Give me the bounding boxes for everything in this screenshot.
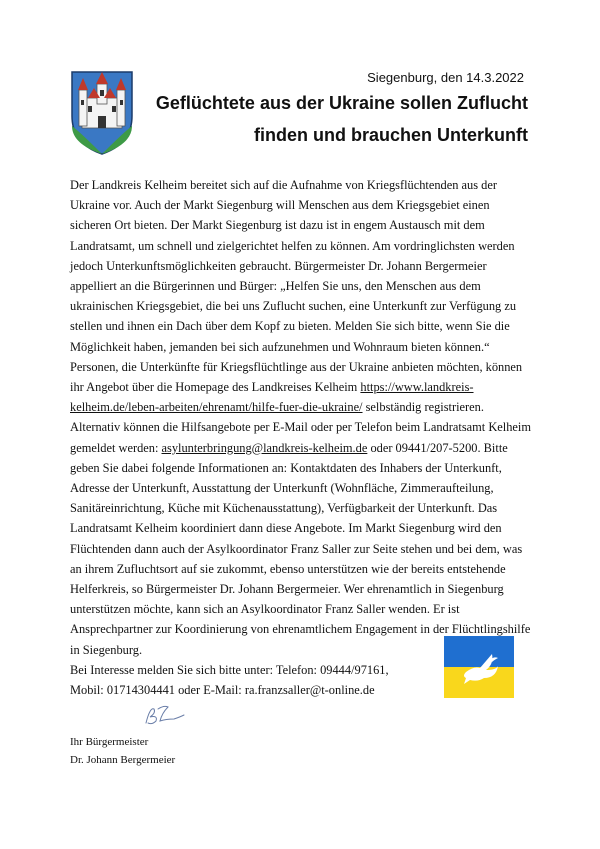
article-body <box>70 175 532 700</box>
title-line-2: finden und brauchen Unterkunft <box>254 125 528 145</box>
signature-title: Ihr Bürgermeister <box>70 736 149 748</box>
paragraph-text-3: oder 09441/207-5200. Bitte geben Sie dabei folgende Informationen an: Kontaktdaten des Inhabers der Unterkunft, Adresse der Unterkunft, Ausstattung der Unterkunft (Wohnfläche, Zimmeraufteilung, Sanitäreinrichtung, Küche mit Küchenausstattung), Verfügbarkeit der Unterkunft. Das Landratsamt Kelheim koordiniert dann diese Angebote. Im Markt Siegenburg wird den Flüchtenden dann auch der Asylkoordinator Franz Saller zur Seite stehen und bei dem, was an ihrem Zufluchtsort auf sie zukommt, ebenso unterstützen wie der bereits entstehende Helferkreis, so Bürgermeister Dr. Johann Bergermeier. Wer ehrenamtlich in Siegenburg unterstützen möchte, kann sich an Asylkoordinator Franz Saller wenden. Er ist Ansprechpartner zur Koordinierung von ehrenamtlichem Engagement in der Flüchtlingshilfe in Siegenburg. <box>70 440 531 657</box>
landratsamt-email-link[interactable]: asylunterbringung@landkreis-kelheim.de <box>161 440 368 455</box>
place-date: Siegenburg, den 14.3.2022 <box>367 70 524 85</box>
paragraph-text-2: selbständig registrieren. Alternativ können die Hilfsangebote per E-Mail oder per Telefon beim Landratsamt Kelheim gemeldet werden: <box>70 400 531 455</box>
contact-line-1: Bei Interesse melden Sie sich bitte unter: Telefon: 09444/97161, <box>70 662 389 677</box>
contact-line-2: Mobil: 01714304441 oder E-Mail: ra.franzsaller@t-online.de <box>70 683 375 698</box>
ukraine-dove-flag-icon <box>444 636 514 698</box>
page-title <box>108 87 528 151</box>
signature-name: Dr. Johann Bergermeier <box>70 754 176 766</box>
landkreis-homepage-link[interactable]: https://www.landkreis-kelheim.de/leben-arbeiten/ehrenamt/hilfe-fuer-die-ukraine/ <box>70 380 474 415</box>
paragraph-text-1: Der Landkreis Kelheim bereitet sich auf die Aufnahme von Kriegsflüchtenden aus der Ukraine vor. Auch der Markt Siegenburg will Menschen aus dem Kriegsgebiet einen sicheren Ort bieten. Der Markt Siegenburg ist dazu ist in engem Austausch mit dem Landratsamt, um schnell und zielgerichtet helfen zu können. Am vordringlichsten werden jedoch Unterkunftsmöglichkeiten gebraucht. Bürgermeister Dr. Johann Bergermeier appelliert an die Bürgerinnen und Bürger: „Helfen Sie uns, den Menschen aus dem ukrainischen Kriegsgebiet, die bei uns Zuflucht suchen, eine Unterkunft zur Verfügung zu stellen und ihnen ein Dach über dem Kopf zu bieten. Melden Sie sich bitte, wenn Sie die Möglichkeit haben, jemanden bei sich aufzunehmen und Wohnraum bieten können.“ Personen, die Unterkünfte für Kriegsflüchtlinge aus der Ukraine anbieten möchten, können ihr Angebot über die Homepage des Landkreises Kelheim <box>70 178 523 395</box>
signature-icon <box>140 703 188 729</box>
title-line-1: Geflüchtete aus der Ukraine sollen Zuflucht <box>155 93 528 113</box>
main-paragraph <box>70 175 532 660</box>
